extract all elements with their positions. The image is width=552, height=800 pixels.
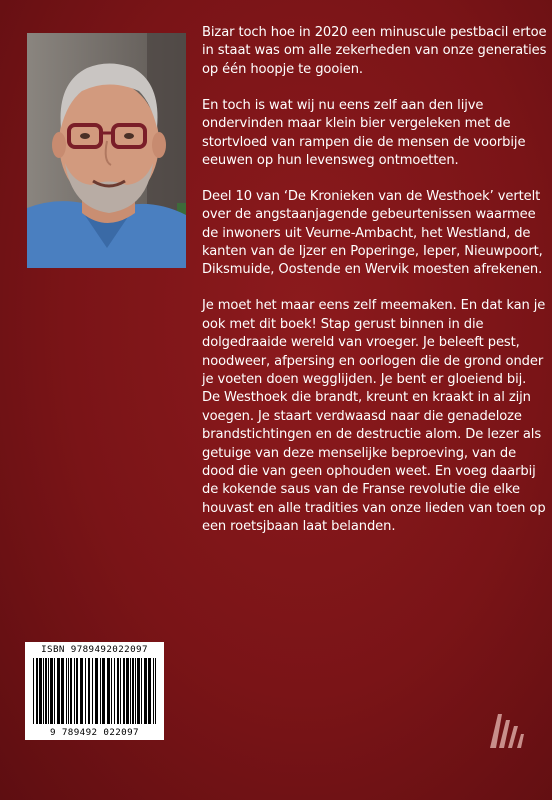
barcode-digits: 9 789492 022097: [50, 727, 139, 738]
barcode-bar: [135, 658, 136, 724]
barcode-bar: [92, 658, 93, 724]
barcode-bar: [148, 658, 151, 724]
barcode-bar: [43, 658, 44, 724]
barcode-bar: [155, 658, 156, 724]
barcode-bar: [107, 658, 110, 724]
barcode-bar: [70, 658, 72, 724]
back-cover-text: [202, 24, 548, 554]
barcode-bar: [141, 658, 142, 724]
blurb-paragraph-4: Je moet het maar eens zelf meemaken. En dat kan je ook met dit boek! Stap gerust binnen in die dolgedraaide wereld van vroeger. Je beleeft pest, noodweer, afpersing en oorlogen die de grond onder je voeten doen wegglijden. Je bent er gloeiend bij. De Westhoek die brandt, kreunt en kraakt in al zijn voegen. Je staart verdwaasd naar die genadeloze brandstichtingen en de destructie alom. De lezer als getuige van deze menselijke beproeving, van de dood die van geen ophouden weet. En voeg daarbij de kokende saus van de Franse revolutie die elke houvast en alle tradities van onze lieden van toen op een roetsjbaan laat belanden.: [202, 298, 546, 535]
barcode-bar: [117, 658, 119, 724]
barcode-bar: [76, 658, 78, 724]
blurb-paragraph-1: Bizar toch hoe in 2020 een minuscule pestbacil ertoe in staat was om alle zekerheden van onze generaties op één hoopje te gooien.: [202, 25, 547, 77]
barcode-bar: [100, 658, 101, 724]
barcode-bar: [120, 658, 121, 724]
barcode-bar: [137, 658, 140, 724]
barcode-bar: [33, 658, 34, 724]
blurb-paragraph-2: En toch is wat wij nu eens zelf aan den lijve ondervinden maar klein bier vergeleken met de stortvloed van rampen die de mensen de voorbije eeuwen op hun levensweg ontmoetten.: [202, 97, 526, 168]
barcode-bar: [68, 658, 69, 724]
barcode-bar: [114, 658, 115, 724]
barcode-bar: [95, 658, 98, 724]
barcode-bar: [123, 658, 125, 724]
author-photo: [27, 33, 186, 268]
barcode-bar: [57, 658, 60, 724]
barcode-bar: [50, 658, 53, 724]
barcode-bar: [48, 658, 49, 724]
barcode-bar: [80, 658, 83, 724]
barcode-bar: [45, 658, 47, 724]
barcode-bar: [61, 658, 64, 724]
barcode-bar: [39, 658, 42, 724]
barcode-bar: [144, 658, 147, 724]
isbn-barcode: [25, 642, 164, 740]
barcode-bar: [88, 658, 90, 724]
barcode-bar: [126, 658, 129, 724]
barcode-bar: [102, 658, 105, 724]
barcode-bar: [66, 658, 67, 724]
barcode-bar: [130, 658, 131, 724]
barcode-bar: [54, 658, 55, 724]
isbn-label: ISBN 9789492022097: [41, 644, 148, 655]
publisher-logo-icon: [486, 710, 526, 750]
barcode-bar: [132, 658, 134, 724]
barcode-bar: [111, 658, 112, 724]
barcode-bar: [36, 658, 38, 724]
barcode-bar: [153, 658, 154, 724]
barcode-bar: [74, 658, 75, 724]
author-portrait-image: [27, 33, 186, 268]
barcode-bars: [25, 642, 164, 740]
barcode-bar: [85, 658, 86, 724]
blurb-paragraph-3: Deel 10 van ‘De Kronieken van de Westhoek’ vertelt over de angstaanjagende gebeurtenissen waarmee de inwoners uit Veurne-Ambacht, het Westland, de kanten van de Ijzer en Poperinge, Ieper, Nieuwpoort, Diksmuide, Oostende en Wervik moesten afrekenen.: [202, 188, 543, 278]
